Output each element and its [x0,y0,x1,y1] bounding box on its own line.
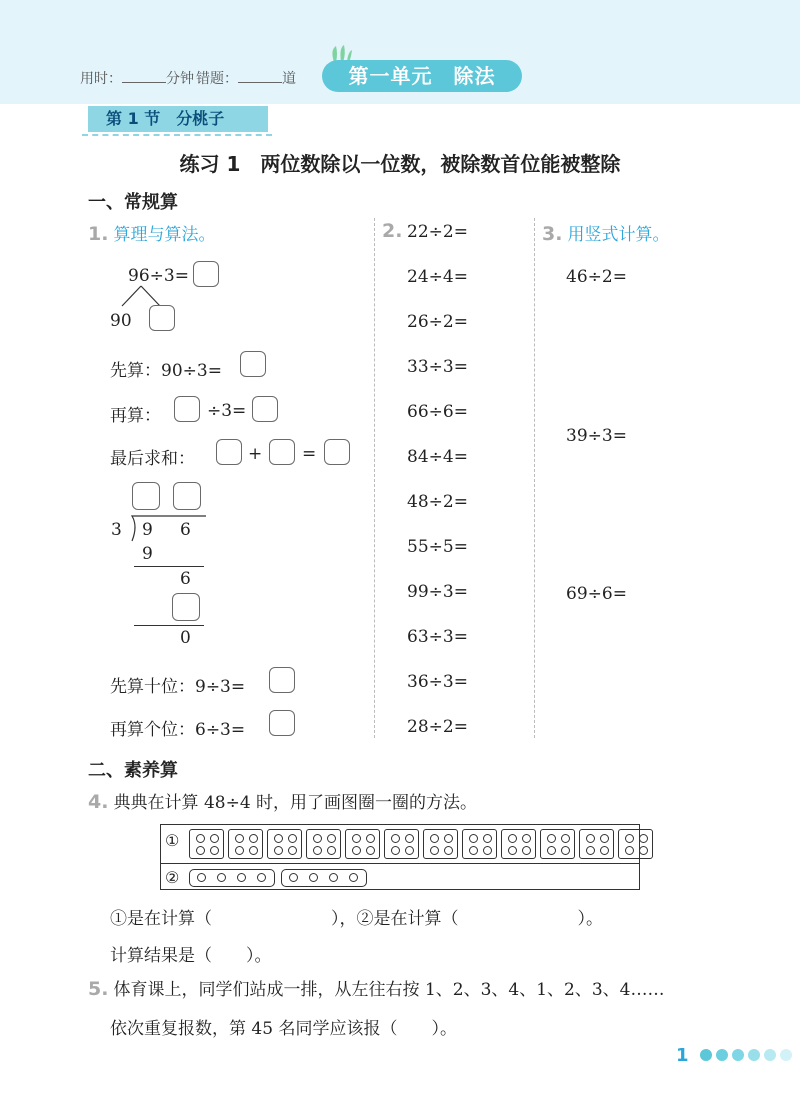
q4-dot [249,846,258,855]
q4-dot [547,834,556,843]
q4-dot [522,834,531,843]
q4-dot [197,873,206,882]
q4-dot [469,846,478,855]
q4-dot [600,834,609,843]
q4-dot [196,846,205,855]
errors-label: 错题： [196,71,238,87]
q4-dot [625,834,634,843]
page-number: 1 [676,1045,689,1066]
part1-title: 一、常规算 [88,192,178,213]
q5-line2: 依次重复报数，第 45 名同学应该报（ ）。 [110,1019,457,1039]
q4-dot [235,834,244,843]
q4-diagram-divider [161,863,639,864]
q4-dot [444,846,453,855]
q3-heading [542,220,670,245]
q2-item: 63÷3= [407,627,468,647]
time-blank [122,70,166,83]
time-unit: 分钟 [166,71,194,87]
q2-item: 24÷4= [407,267,468,287]
q4-row2-marker: ② [165,868,180,887]
q4-row1-group [228,829,263,859]
q1-step1: 9 [142,544,153,564]
q1-answer-box[interactable] [193,261,219,287]
q4-row1-group [618,829,653,859]
q1-line1 [134,566,204,567]
q1-split-left: 90 [110,311,132,331]
q4-line1: ①是在计算（ ），②是在计算（ ）。 [110,909,603,929]
part2-title: 二、素养算 [88,760,178,781]
q1-sum-label: 最后求和： [110,449,195,469]
q4-row1-marker: ① [165,831,180,850]
q4-number: 4. [88,791,109,813]
errors-stat [196,68,296,88]
q2-item: 22÷2= [407,222,468,242]
q4-dot [391,834,400,843]
q1-split-right-box[interactable] [149,305,175,331]
q4-row1-group [423,829,458,859]
q4-dot [444,834,453,843]
q4-dot [196,834,205,843]
q1-tens-label: 先算十位：9÷3= [110,677,246,697]
q2-item: 48÷2= [407,492,468,512]
q2-item: 84÷4= [407,447,468,467]
q4-dot [547,846,556,855]
q4-dot [561,846,570,855]
q4-dot [313,834,322,843]
q4-diagram [160,824,640,890]
q1-line2 [134,625,204,626]
q1-remainder: 0 [180,628,191,648]
q1-label: 算理与算法。 [113,225,216,245]
q4-dot [366,846,375,855]
q3-number: 3. [542,223,563,245]
q4-dot [329,873,338,882]
q4-row1-group [189,829,224,859]
q1-sum-box-a[interactable] [216,439,242,465]
q4-dot [639,834,648,843]
q1-ones-label: 再算个位：6÷3= [110,720,246,740]
q1-then-box-b[interactable] [252,396,278,422]
q4-row1-group [345,829,380,859]
q2-item: 36÷3= [407,672,468,692]
q4-dot [430,834,439,843]
q4-dot [483,846,492,855]
q1-sum-box-b[interactable] [269,439,295,465]
q2-item: 66÷6= [407,402,468,422]
q1-quotient-tens-box[interactable] [132,482,160,510]
q1-expression: 96÷3= [128,266,189,286]
q1-then-label: 再算： [110,406,161,426]
q4-row1-group [462,829,497,859]
time-stat [80,68,194,88]
q1-number: 1. [88,223,109,245]
q2-item: 33÷3= [407,357,468,377]
errors-unit: 道 [282,71,296,87]
q4-dot [586,834,595,843]
q4-dot [210,834,219,843]
q4-dot [249,834,258,843]
column-divider-2 [534,218,535,738]
q4-dot [430,846,439,855]
q4-dot [639,846,648,855]
q5-line1: 体育课上，同学们站成一排，从左往右按 1、2、3、4、1、2、3、4…… [113,980,665,1000]
q2-item: 99÷3= [407,582,468,602]
q1-heading [88,220,216,245]
q4-row1-group [540,829,575,859]
q4-dot [313,846,322,855]
q2-number: 2. [382,220,403,242]
q4-row2-group [281,869,367,887]
q3-item: 39÷3= [566,426,627,446]
q4-row2-group [189,869,275,887]
q4-dot [327,834,336,843]
q4-dot [235,846,244,855]
q4-dot [600,846,609,855]
page-decoration [696,1046,792,1064]
q4-dot [349,873,358,882]
q1-divisor: 3 [111,520,122,540]
q4-dot [625,846,634,855]
q1-sum-box-c[interactable] [324,439,350,465]
unit-title: 第一单元 除法 [322,60,522,92]
q4-dot [405,846,414,855]
time-label: 用时： [80,71,122,87]
q1-dividend-ones: 6 [180,520,191,540]
q1-then-box-a[interactable] [174,396,200,422]
q5-line [88,975,664,1000]
q4-line2: 计算结果是（ ）。 [110,946,272,966]
q3-label: 用竖式计算。 [567,225,670,245]
q4-dot [288,846,297,855]
q4-text: 典典在计算 48÷4 时，用了画图圈一圈的方法。 [113,793,478,813]
q4-dot [309,873,318,882]
q1-first-box[interactable] [240,351,266,377]
q4-dot [274,834,283,843]
q4-dot [366,834,375,843]
q3-item: 69÷6= [566,584,627,604]
q4-dot [289,873,298,882]
q4-row1-group [384,829,419,859]
q4-dot [352,846,361,855]
q4-dot [210,846,219,855]
q1-first-label: 先算：90÷3= [110,361,222,381]
q2-item: 26÷2= [407,312,468,332]
q4-dot [405,834,414,843]
q4-dot [469,834,478,843]
q4-dot [327,846,336,855]
q4-dot [483,834,492,843]
q4-dot [508,834,517,843]
q4-row1-group [579,829,614,859]
q2-item: 28÷2= [407,717,468,737]
q1-tens-box[interactable] [269,667,295,693]
q2-item: 55÷5= [407,537,468,557]
q4-dot [508,846,517,855]
section-title: 第 1 节 分桃子 [88,106,268,132]
column-divider-1 [374,218,375,738]
q4-dot [352,834,361,843]
q4-dot [561,834,570,843]
q1-step2: 6 [180,569,191,589]
q1-step-box[interactable] [172,593,200,621]
q1-then-op: ÷3= [207,401,247,421]
q4-dot [391,846,400,855]
q1-division-bracket [120,514,210,544]
q5-number: 5. [88,978,109,1000]
q1-ones-box[interactable] [269,710,295,736]
q4-line [88,788,477,813]
q4-row1-group [306,829,341,859]
q4-dot [288,834,297,843]
q4-dot [586,846,595,855]
q1-dividend-tens: 9 [142,520,153,540]
q1-plus: + [248,444,263,464]
q4-dot [217,873,226,882]
q3-item: 46÷2= [566,267,627,287]
errors-blank [238,70,282,83]
q1-equals: = [302,444,317,464]
exercise-title: 练习 1 两位数除以一位数，被除数首位能被整除 [179,152,621,176]
q4-dot [237,873,246,882]
q4-row1-group [267,829,302,859]
q4-dot [257,873,266,882]
q4-dot [522,846,531,855]
q1-quotient-ones-box[interactable] [173,482,201,510]
q4-dot [274,846,283,855]
section-underline [82,134,272,136]
q4-row1-group [501,829,536,859]
